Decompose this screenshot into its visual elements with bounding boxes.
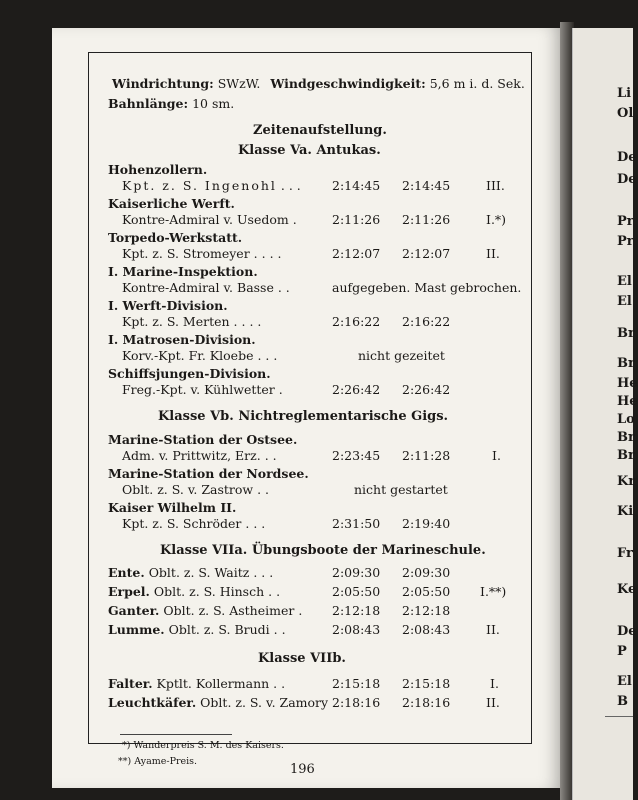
skipper: Kpt. z. S. Merten [122,314,230,329]
speed-label: Windgeschwindigkeit: [270,76,426,91]
right-page-fragment: El [617,294,632,309]
right-page-fragment: Ke [617,582,637,597]
time-1: 2:08:43 [332,622,381,637]
skipper: Kontre-Admiral v. Basse [122,280,274,295]
skipper: Kpt. z. S. Stromeyer [122,246,250,261]
right-page-fragment: El [617,674,632,689]
time-1: 2:11:26 [332,212,381,227]
dots: . . [268,584,281,599]
right-page-fragment: Br [617,326,635,341]
course-value: 10 sm. [192,96,235,111]
right-page-fragment: Pr [617,234,634,249]
skipper: Kptlt. Kollermann [156,676,270,691]
skipper: Adm. v. Prittwitz, Erz. [122,448,261,463]
right-page-fragment: Fr [617,546,633,561]
dots: . . [273,622,286,637]
time-2: 2:11:28 [402,448,451,463]
skipper: Oblt. z. S. v. Zamory [200,695,329,710]
skipper: Korv.-Kpt. Fr. Kloebe [122,348,254,363]
dots: . . . [253,565,274,580]
right-page-fragment: Ki [617,504,634,519]
dots: . . [257,482,270,497]
club-name: Schiffsjungen-Division. [108,366,271,381]
time-1: 2:16:22 [332,314,381,329]
club-name: I. Marine-Inspektion. [108,264,258,279]
skipper: Kpt. z. S. Ingenohl [122,178,277,193]
rank: II. [486,622,500,637]
book-page-right [572,28,638,800]
club-name: Torpedo-Werkstatt. [108,230,243,245]
entry-row [122,178,301,193]
skipper: Freg.-Kpt. v. Kühlwetter [122,382,275,397]
skipper: Kpt. z. S. Schröder [122,516,242,531]
right-page-fragment: Br [617,430,635,445]
right-page-fragment: Ol [617,106,634,121]
dots: . [292,212,297,227]
time-2: 2:15:18 [402,676,451,691]
rank: II. [486,695,500,710]
entry-row [122,246,282,261]
time-1: 2:26:42 [332,382,381,397]
right-page-rule [605,716,633,717]
time-2: 2:16:22 [402,314,451,329]
club-name: Kaiser Wilhelm II. [108,500,237,515]
time-1: 2:12:07 [332,246,381,261]
time-1: 2:05:50 [332,584,381,599]
right-page-fragment: Pr [617,214,634,229]
time-1: 2:14:45 [332,178,381,193]
time-2: 2:12:18 [402,603,451,618]
right-page-fragment: Kr [617,474,636,489]
entry-row [122,280,290,295]
entry-row [122,448,277,463]
boat-name: Ganter. [108,603,160,618]
rank: I.**) [480,584,507,599]
right-page-fragment: Br [617,356,635,371]
time-1: 2:15:18 [332,676,381,691]
boat-name: Lumme. [108,622,165,637]
entry-row [122,382,283,397]
status-text: nicht gezeitet [358,348,445,363]
right-page-fragment: He [617,376,638,391]
entry-row [122,348,277,363]
dots: . . [264,448,277,463]
skipper: Kontre-Admiral v. Usedom [122,212,289,227]
right-page-fragment: Lo [617,412,635,427]
entry-row [108,565,273,580]
skipper: Oblt. z. S. Astheimer [163,603,295,618]
time-2: 2:12:07 [402,246,451,261]
dots: . [298,603,303,618]
entry-row [108,695,328,710]
class-title: Klasse VIIb. [258,651,346,666]
entry-row [122,482,269,497]
skipper: Oblt. z. S. Hinsch [153,584,265,599]
right-page-fragment: P [617,644,627,659]
speed-value: 5,6 m i. d. Sek. [429,76,525,91]
time-2: 2:11:26 [402,212,451,227]
boat-name: Leuchtkäfer. [108,695,197,710]
dots: . . . [245,516,266,531]
club-name: I. Matrosen-Division. [108,332,256,347]
dots: . [278,382,283,397]
time-2: 2:19:40 [402,516,451,531]
class-title: Klasse Va. Antukas. [238,143,381,158]
section-title: Zeitenaufstellung. [253,123,387,138]
time-2: 2:26:42 [402,382,451,397]
club-name: Kaiserliche Werft. [108,196,235,211]
time-1: 2:12:18 [332,603,381,618]
time-2: 2:09:30 [402,565,451,580]
page-number: 196 [290,762,315,777]
time-2: 2:14:45 [402,178,451,193]
rank: I. [490,676,499,691]
class-title: Klasse Vb. Nichtreglementarische Gigs. [158,409,449,424]
class-title: Klasse VIIa. Übungsboote der Marineschule. [160,543,486,558]
entry-row [122,516,265,531]
entry-row [108,622,286,637]
rank: I. [492,448,501,463]
entry-row [122,314,261,329]
entry-row [122,212,297,227]
right-page-fragment: El [617,274,632,289]
time-2: 2:18:16 [402,695,451,710]
time-1: 2:31:50 [332,516,381,531]
skipper: Oblt. z. S. Brudi [168,622,270,637]
dots: . . . [257,348,278,363]
rank: I.*) [486,212,507,227]
entry-row [108,603,302,618]
time-1: 2:23:45 [332,448,381,463]
right-page-fragment: De [617,172,637,187]
right-page-fragment: Li [617,86,632,101]
course-line [108,96,234,111]
right-page-fragment: De [617,624,637,639]
rank: III. [486,178,505,193]
time-2: 2:08:43 [402,622,451,637]
entry-row [108,584,280,599]
course-label: Bahnlänge: [108,96,189,111]
right-page-fragment: He [617,394,638,409]
time-1: 2:18:16 [332,695,381,710]
boat-name: Erpel. [108,584,150,599]
boat-name: Falter. [108,676,153,691]
club-name: Marine-Station der Nordsee. [108,466,309,481]
dots: . . . . [253,246,282,261]
club-name: Marine-Station der Ostsee. [108,432,298,447]
dots: . . . [280,178,301,193]
boat-name: Ente. [108,565,145,580]
skipper: Oblt. z. S. Waitz [148,565,250,580]
dots: . . [277,280,290,295]
dots: . . [273,676,286,691]
footnote: **) Ayame-Preis. [118,756,198,767]
right-page-fragment: B [617,694,628,709]
wind-label: Windrichtung: [112,76,214,91]
time-1: 2:09:30 [332,565,381,580]
status-text: aufgegeben. Mast gebrochen. [332,280,522,295]
footnote: *) Wanderpreis S. M. des Kaisers. [122,740,284,751]
right-page-fragment: Br [617,448,635,463]
club-name: I. Werft-Division. [108,298,228,313]
footnote-rule [120,734,232,735]
rank: II. [486,246,500,261]
status-text: nicht gestartet [354,482,448,497]
right-page-fragment: De [617,150,637,165]
skipper: Oblt. z. S. v. Zastrow [122,482,254,497]
wind-line [112,76,525,91]
time-2: 2:05:50 [402,584,451,599]
wind-value: SWzW. [217,76,261,91]
club-name: Hohenzollern. [108,162,208,177]
entry-row [108,676,285,691]
dots: . . . . [233,314,262,329]
